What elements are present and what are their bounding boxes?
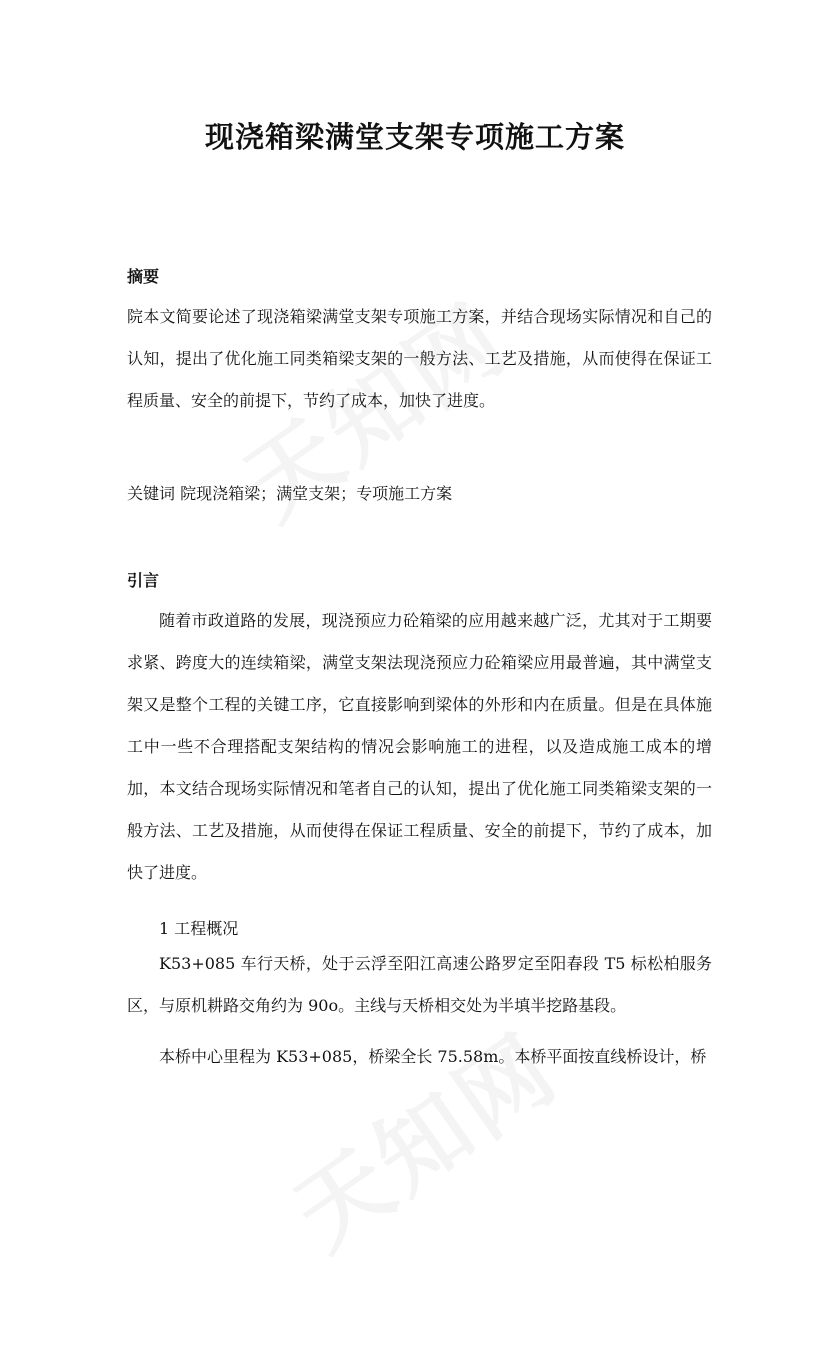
intro-body: 随着市政道路的发展，现浇预应力砼箱梁的应用越来越广泛，尤其对于工期要求紧、跨度大的连续箱梁，满堂支架法现浇预应力砼箱梁应用最普遍，其中满堂支架又是整个工程的关键工序，它直接影响到梁体的外形和内在质量。但是在具体施工中一些不合理搭配支架结构的情况会影响施工的进程，以及造成施工成本的增加，本文结合现场实际情况和笔者自己的认知，提出了优化施工同类箱梁支架的一般方法、工艺及措施，从而使得在保证工程质量、安全的前提下，节约了成本，加快了进度。 — [127, 611, 712, 882]
abstract-heading: 摘要 — [127, 267, 160, 286]
document-title: 现浇箱梁满堂支架专项施工方案 — [204, 120, 625, 154]
section-1-paragraph-1: K53+085 车行天桥，处于云浮至阳江高速公路罗定至阳春段 T5 标松柏服务区，与原机耕路交角约为 90o。主线与天桥相交处为半填半挖路基段。 — [127, 954, 712, 1015]
section-1-paragraph-2: 本桥中心里程为 K53+085，桥梁全长 75.58m。本桥平面按直线桥设计，桥 — [159, 1047, 707, 1066]
abstract-body: 院本文简要论述了现浇箱梁满堂支架专项施工方案，并结合现场实际情况和自己的认知，提出了优化施工同类箱梁支架的一般方法、工艺及措施，从而使得在保证工程质量、安全的前提下，节约了成本，加快了进度。 — [127, 307, 712, 410]
intro-heading: 引言 — [127, 571, 160, 590]
keywords-line: 关键词 院现浇箱梁；满堂支架；专项施工方案 — [127, 484, 453, 503]
section-1-heading: 1 工程概况 — [159, 919, 239, 938]
